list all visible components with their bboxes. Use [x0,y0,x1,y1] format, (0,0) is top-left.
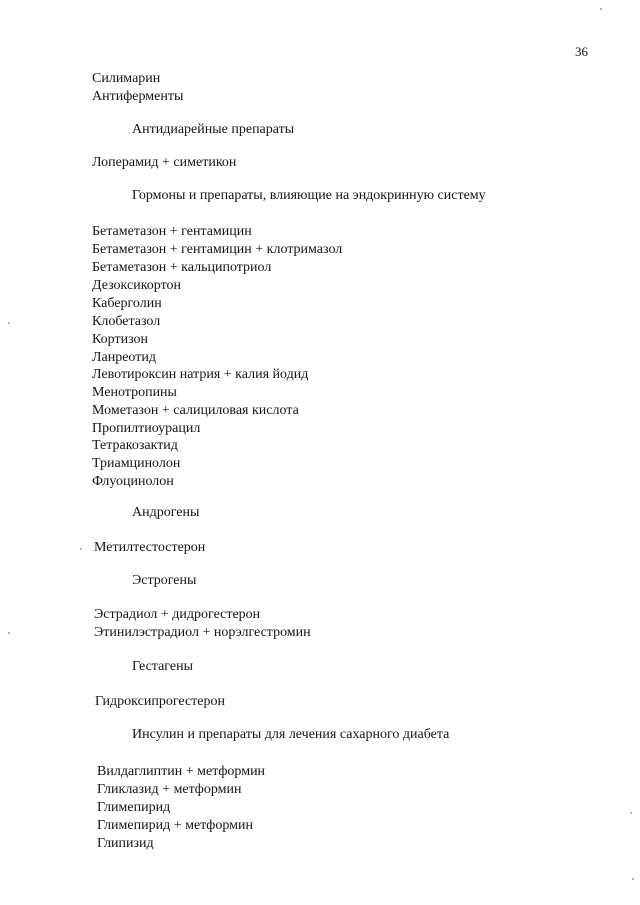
drug-list-item: Триамцинолон [92,456,181,471]
drug-list-item: Глимепирид + метформин [97,818,253,833]
scan-speck [600,8,602,10]
drug-list-item: Глипизид [97,836,154,851]
scan-speck [630,812,632,814]
drug-list-item: Гидроксипрогестерон [95,694,225,709]
drug-list-item: Метилтестостерон [94,540,206,555]
section-heading: Гормоны и препараты, влияющие на эндокринную систему [132,188,486,203]
drug-list-item: Глимепирид [97,800,171,815]
page-number: 36 [575,44,588,59]
drug-list-item: Силимарин [92,71,161,86]
drug-list-item: Вилдаглиптин + метформин [97,764,266,779]
drug-list-item: Эстрадиол + дидрогестерон [94,607,261,622]
section-heading: Антидиарейные препараты [132,122,295,137]
section-heading: Андрогены [132,505,200,520]
drug-list-item: Пропилтиоурацил [92,421,201,436]
drug-list-item: Менотропины [92,385,177,400]
scan-speck [8,322,10,324]
drug-list-item: Гликлазид + метформин [97,782,242,797]
drug-list-item: Кортизон [92,332,149,347]
scan-speck [8,632,10,634]
drug-list-item: Флуоцинолон [92,474,174,489]
drug-list-item: Дезоксикортон [92,278,182,293]
drug-list-item: Каберголин [92,296,162,311]
drug-list-item: Тетракозактид [92,438,178,453]
drug-list-item: Этинилэстрадиол + норэлгестромин [94,625,311,640]
drug-list-item: Клобетазол [92,314,161,329]
drug-list-item: Антиферменты [92,89,184,104]
drug-list-item: Бетаметазон + гентамицин [92,224,252,239]
scan-speck [632,878,634,880]
drug-list-item: Лоперамид + симетикон [92,155,237,170]
drug-list-item: Бетаметазон + гентамицин + клотримазол [92,242,343,257]
drug-list-item: Ланреотид [92,350,156,365]
section-heading: Гестагены [132,659,193,674]
drug-list-item: Бетаметазон + кальципотриол [92,260,272,275]
drug-list-item: Левотироксин натрия + калия йодид [92,367,309,382]
section-heading: Инсулин и препараты для лечения сахарного диабета [132,727,450,742]
section-heading: Эстрогены [132,573,197,588]
drug-list-item: Мометазон + салициловая кислота [92,403,299,418]
scan-speck [80,548,82,550]
